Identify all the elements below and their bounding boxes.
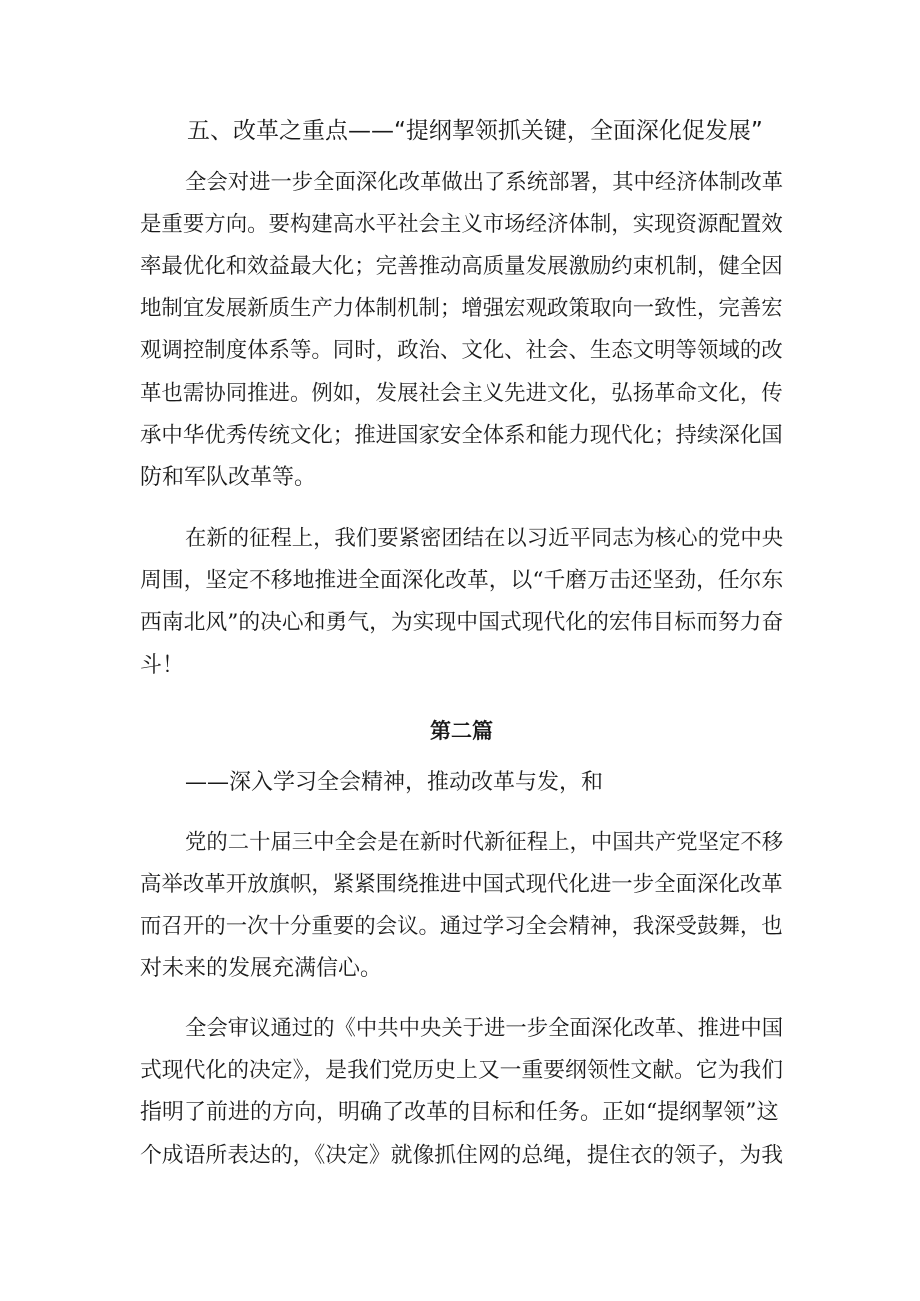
text-line: 式现代化的决定》，是我们党历史上又一重要纲领性文献。它为我们 xyxy=(140,1058,784,1083)
part-subtitle: ——深入学习全会精神，推动改革与发，和 xyxy=(185,770,604,795)
text-line: 率最优化和效益最大化；完善推动高质量发展激励约束机制，健全因 xyxy=(140,254,783,279)
text-line: 防和军队改革等。 xyxy=(140,465,317,490)
text-line: 全会审议通过的《中共中央关于进一步全面深化改革、推进中国 xyxy=(185,1016,784,1041)
part-title: 第二篇 xyxy=(430,719,493,743)
section-heading: 五、改革之重点——“提纲挈领抓关键，全面深化促发展” xyxy=(187,118,763,144)
text-line: 西南北风”的决心和勇气，为实现中国式现代化的宏伟目标而努力奋 xyxy=(140,610,784,635)
text-line: 高举改革开放旗帜，紧紧围绕推进中国式现代化进一步全面深化改革 xyxy=(140,872,783,897)
text-line: 而召开的一次十分重要的会议。通过学习全会精神，我深受鼓舞，也 xyxy=(140,914,783,939)
text-line: 在新的征程上，我们要紧密团结在以习近平同志为核心的党中央 xyxy=(185,526,784,551)
text-line: 全会对进一步全面深化改革做出了系统部署，其中经济体制改革 xyxy=(185,170,784,195)
text-line: 党的二十届三中全会是在新时代新征程上，中国共产党坚定不移 xyxy=(185,830,784,855)
text-line: 周围，坚定不移地推进全面深化改革，以“千磨万击还坚劲，任尔东 xyxy=(140,568,784,593)
text-line: 地制宜发展新质生产力体制机制；增强宏观政策取向一致性，完善宏 xyxy=(140,296,783,321)
text-line: 斗！ xyxy=(140,653,185,678)
text-line: 观调控制度体系等。同时，政治、文化、社会、生态文明等领域的改 xyxy=(140,338,783,363)
text-line: 革也需协同推进。例如，发展社会主义先进文化，弘扬革命文化，传 xyxy=(140,381,783,406)
text-line: 个成语所表达的，《决定》就像抓住网的总绳，提住衣的领子，为我 xyxy=(140,1143,784,1168)
text-line: 承中华优秀传统文化；推进国家安全体系和能力现代化；持续深化国 xyxy=(140,423,783,448)
text-line: 是重要方向。要构建高水平社会主义市场经济体制，实现资源配置效 xyxy=(140,212,783,237)
text-line: 指明了前进的方向，明确了改革的目标和任务。正如“提纲挈领”这 xyxy=(140,1100,779,1125)
text-line: 对未来的发展充满信心。 xyxy=(140,956,383,981)
